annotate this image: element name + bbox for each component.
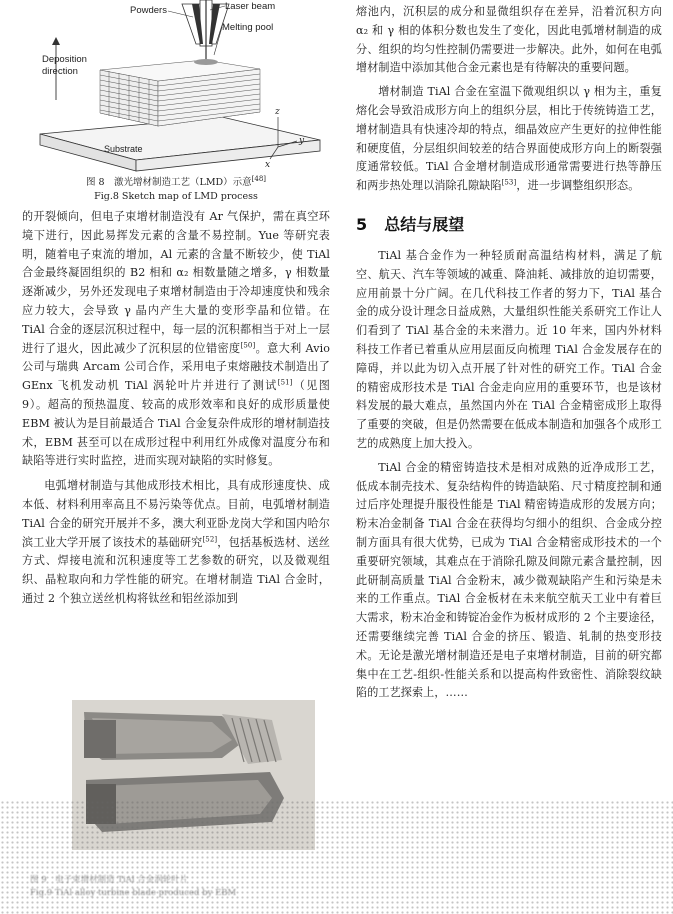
- figure-8-caption-cn: 图 8 激光增材制造工艺（LMD）示意[48]: [85, 174, 267, 188]
- powders-label: Powders: [130, 5, 167, 16]
- axis-x-label: x: [265, 160, 271, 170]
- melting-pool-label: Melting pool: [222, 22, 274, 33]
- left-column: [22, 0, 330, 609]
- laser-beam-label: Laser beam: [225, 1, 276, 12]
- section-5-heading: [356, 212, 662, 235]
- deposition-direction-label-1: Deposition: [42, 54, 87, 65]
- left-paragraph-2: 电弧增材制造与其他成形技术相比，具有成形速度快、成本低、材料利用率高且不易污染等优点。目前，电弧增材制造 TiAl 合金的研究开展并不多，澳大利亚卧龙岗大学和国内哈尔滨工业大学开展了该技术的基础研究[52]，包括基板选材、送丝方式、焊接电流和沉积速度等工艺参数的研究，以及微观组织、晶粒取向和力学性能的研究。在增材制造 TiAl 合金时，通过 2 个独立送丝机构将钛丝和铝丝添加到: [22, 479, 330, 605]
- axis-z-label: z: [275, 107, 280, 117]
- right-paragraph-2: 增材制造 TiAl 合金在室温下微观组织以 γ 相为主，重复熔化会导致沿成形方向上的组织分层，相比于传统铸造工艺，增材制造具有快速冷却的特点，细晶效应产生更好的拉伸性能和硬度值，分层组织间较差的结合界面使成形方向上的断裂强度通常较低。TiAl 合金增材制造成形通常需要进行热等静压和两步热处理以消除孔隙缺陷[53]，进一步调整组织形态。: [356, 85, 662, 193]
- right-paragraph-1: 熔池内，沉积层的成分和显微组织存在差异，沿着沉积方向 α₂ 和 γ 相的体积分数也发生了变化，因此电弧增材制造的成分、组织的均匀性控制仍需要进一步解决。此外，如何在电弧增材制造中添加其他合金元素也是有待解决的重要问题。: [356, 5, 662, 75]
- right-column: [356, 0, 662, 739]
- section-title: 总结与展望: [384, 214, 465, 234]
- figure-8-caption-en: Fig.8 Sketch map of LMD process: [94, 191, 258, 202]
- figure-9-caption-en: Fig.9 TiAl alloy turbine blade produced by EBM: [30, 888, 237, 898]
- deposition-direction-label-2: direction: [42, 66, 78, 77]
- right-paragraph-3: TiAl 基合金作为一种轻质耐高温结构材料，满足了航空、航天、汽车等领域的减重、降油耗、减排放的迫切需要，应用前景十分广阔。在几代科技工作者的努力下，TiAl 基合金的成分设计理念日益成熟，大量组织性能关系研究工作让人们看到了 TiAl 基合金的未来潜力。近 10 年来，国内外材料科技工作者已着重从应用层面反向梳理 TiAl 合金发展存在的障碍，并以此为切入点开展了针对性的研究工作。TiAl 合金的精密成形技术是 TiAl 合金走向应用的重要环节，也是该材料发展的最大难点，虽然国内外在 TiAl 合金精密成形上取得了重要的突破，但是仍然需要在低成本制造和加强各个成形工艺的成熟度上加大投入。: [356, 248, 662, 450]
- figure-9-caption-cn: 图 9 电子束增材制造 TiAl 合金涡轮叶片: [30, 875, 189, 885]
- section-number: 5: [356, 214, 368, 234]
- axis-y-label: y: [299, 136, 305, 146]
- left-paragraph-1: 的开裂倾向，但电子束增材制造没有 Ar 气保护，需在真空环境下进行，因此易挥发元素的含量不易控制。Yue 等研究表明，随着电子束流的增加，Al 元素的含量不断较少，使 TiAl 合金最终凝固组织的 B2 相和 α₂ 相数量随之增多，γ 相数量逐渐减少，另外还发现电子束增材制造由于冷却速度快和残余应力较大，会导致 γ 晶内产生大量的变形孪晶和位错。在 TiAl 合金的逐层沉积过程中，每一层的沉积都相当于对上一层进行了退火，因此减少了沉积层的位错密度[50]。意大利 Avio 公司与瑞典 Arcam 公司合作，采用电子束熔融技术制造出了 GEnx 飞机发动机 TiAl 涡轮叶片并进行了测试[51]（见图 9）。超高的预热温度、较高的成形效率和良好的成形质量使 EBM 被认为是目前最适合 TiAl 合金复杂件成形的增材制造技术，EBM 甚至可以在成形过程中利用红外成像对温度分布和缺陷等进行实时监控，进而实现对缺陷的实时修复。: [22, 210, 330, 468]
- substrate-label: Substrate: [104, 144, 143, 154]
- right-paragraph-4: TiAl 合金的精密铸造技术是相对成熟的近净成形工艺，低成本制壳技术、复杂结构件的铸造缺陷、尺寸精度控制和通过后序处理提升服役性能是 TiAl 精密铸造成形的发展方向；粉末冶金制备 TiAl 合金在获得均匀细小的组织、合金成分控制方面具有很大优势，已成为 TiAl 合金精密成形技术的一个重要研究领域，其难点在于消除孔隙及间隙元素含量控制，因此研制高质量 TiAl 合金粉末，减少微观缺陷产生和污染是未来的工作重点。TiAl 合金板材在未来航空航天工业中有着巨大需求，粉末冶金和铸锭冶金作为板材成形的 2 个主要途径，还需要继续完善 TiAl 合金的挤压、锻造、轧制的热变形技术。无论是激光增材制造还是电子束增材制造，目前的研究都集中在工艺-组织-性能关系和以提高构件致密性、消除裂纹缺陷的工艺探索上，……: [356, 460, 662, 700]
